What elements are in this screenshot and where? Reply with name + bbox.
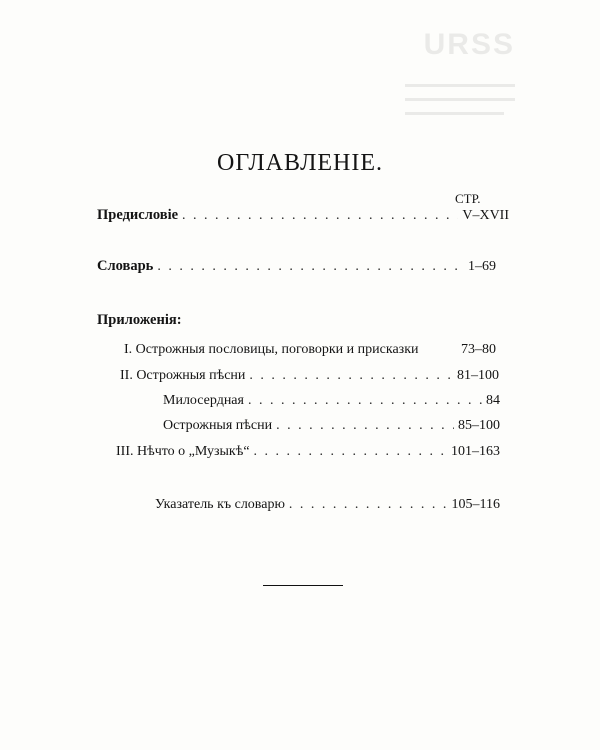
toc-entry-label: Предисловіе	[97, 207, 179, 223]
toc-leader-dots	[276, 418, 454, 434]
toc-entry-label: II. Острожныя пѣсни	[120, 368, 246, 383]
toc-leader-dots	[249, 368, 453, 384]
toc-leader-dots	[157, 259, 464, 275]
toc-entry-pages: 84	[486, 393, 500, 408]
toc-leader-dots	[289, 497, 448, 513]
page-column-header: СТР.	[455, 191, 481, 206]
toc-entry-pages: 73–80	[461, 342, 496, 357]
toc-leader-dots	[254, 444, 447, 460]
toc-entry-label: Острожныя пѣсни	[163, 418, 273, 433]
show-through-mark: URSS	[423, 28, 515, 61]
toc-entry-label: Словарь	[97, 258, 154, 274]
closing-rule	[263, 585, 343, 586]
toc-leader-dots	[182, 208, 458, 224]
toc-entry-pages: 1–69	[468, 259, 496, 274]
toc-entry-appendix-3	[116, 444, 500, 460]
show-through-print	[405, 28, 515, 163]
toc-entry-appendix-2a	[163, 393, 500, 409]
toc-entry-appendix-1	[124, 342, 496, 358]
toc-entry-pages: 81–100	[457, 368, 499, 383]
toc-entry-pages: V–XVII	[462, 208, 509, 223]
toc-entry-appendix-2	[120, 368, 499, 384]
appendix-heading: Приложенія:	[97, 312, 182, 328]
toc-entry-pages: 85–100	[458, 418, 500, 433]
toc-entry-label: I. Острожныя пословицы, поговорки и присказки	[124, 342, 419, 357]
toc-entry-preface	[97, 207, 509, 224]
show-through-line	[405, 112, 504, 115]
toc-entry-dictionary	[97, 258, 496, 275]
toc-entry-label: Указатель къ словарю	[155, 497, 285, 512]
toc-entry-pages: 101–163	[451, 444, 500, 459]
toc-entry-pages: 105–116	[451, 497, 500, 512]
toc-entry-appendix-2b	[163, 418, 500, 434]
show-through-line	[405, 84, 515, 87]
toc-entry-index	[155, 497, 500, 513]
page-title: ОГЛАВЛЕНІЕ.	[216, 150, 384, 176]
toc-entry-label: III. Нѣчто о „Музыкѣ“	[116, 444, 250, 459]
toc-leader-dots	[248, 393, 482, 409]
show-through-line	[405, 98, 515, 101]
toc-entry-label: Милосердная	[163, 393, 244, 408]
